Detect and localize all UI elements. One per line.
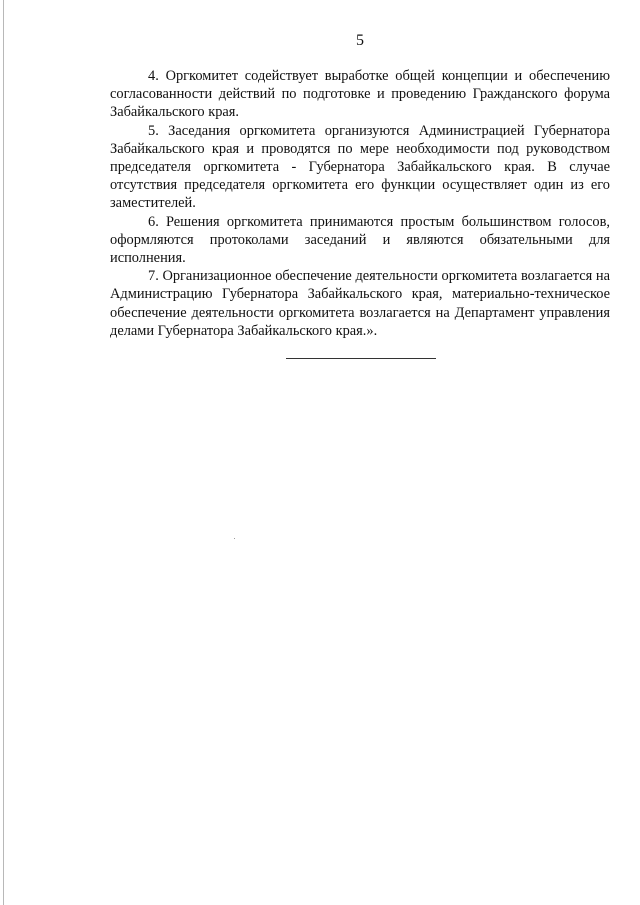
page-number: 5 xyxy=(356,32,364,49)
paragraph-item-4: 4. Оргкомитет содействует выработке общей концепции и обеспечению согласованности действий по подготовке и проведению Гражданского форума Забайкальского края. xyxy=(110,68,610,121)
scan-speck xyxy=(234,538,235,539)
scan-edge-line xyxy=(3,0,4,905)
closing-divider xyxy=(286,358,436,359)
paragraph-item-5: 5. Заседания оргкомитета организуются Администрацией Губернатора Забайкальского края и проводятся по мере необходимости под руководством председателя оргкомитета - Губернатора Забайкальского края. В случае отсутствия председателя оргкомитета его функции осуществляет один из его заместителей. xyxy=(110,122,610,212)
paragraph-item-6: 6. Решения оргкомитета принимаются простым большинством голосов, оформляются протоколами заседаний и являются обязательными для исполнения. xyxy=(110,213,610,267)
paragraph-item-7: 7. Организационное обеспечение деятельности оргкомитета возлагается на Администрацию Губернатора Забайкальского края, материально-техническое обеспечение деятельности оргкомитета возлагается на Департамент управления делами Губернатора Забайкальского края.». xyxy=(110,268,610,339)
document-body xyxy=(110,67,610,340)
